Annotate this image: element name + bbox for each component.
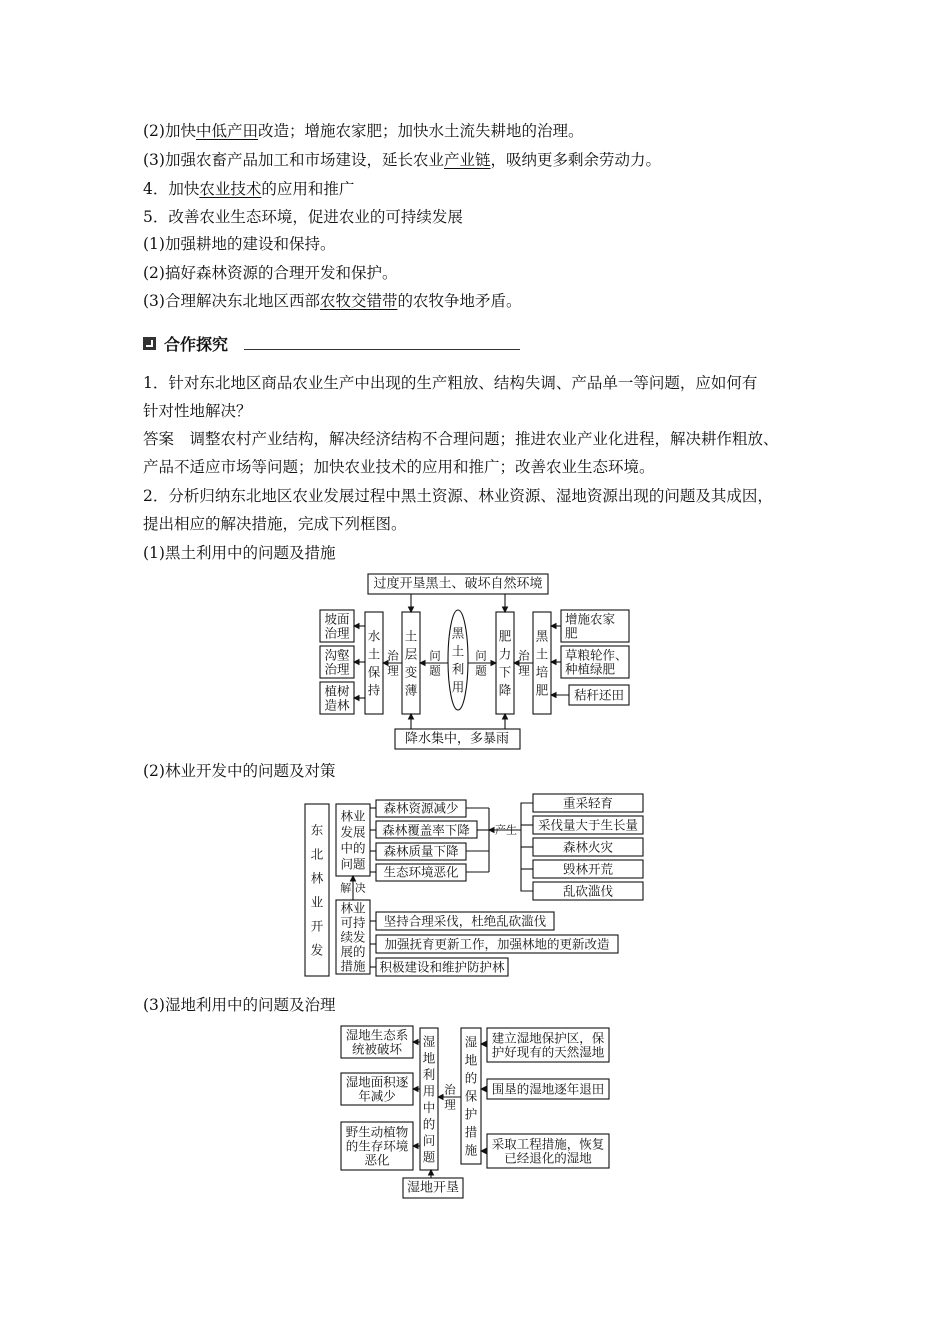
text-span: 的应用和推广 (261, 180, 355, 198)
left-measure-box: 沟壑治理 (324, 647, 350, 677)
measure-item-box: 积极建设和维护防护林 (379, 959, 505, 975)
section-marker-icon (143, 337, 156, 350)
cause-item-box: 毁林开荒 (562, 861, 614, 877)
underlined-term: 农业技术 (199, 180, 262, 198)
label-wenti-left: 问题 (429, 648, 441, 678)
top-line (143, 149, 661, 171)
wetland-problem-box: 湿地生态系统被破坏 (345, 1027, 409, 1057)
text-span: (2)加快 (143, 122, 196, 140)
right-measure-box: 增施农家肥 (565, 611, 616, 641)
text-span: 5．改善农业生态环境，促进农业的可持续发展 (143, 208, 463, 226)
left-measure-box: 植树造林 (324, 683, 350, 713)
measure-item-box: 坚持合理采伐，杜绝乱砍滥伐 (383, 913, 547, 929)
diagram-wetland (337, 1022, 617, 1200)
black-soil-use-ellipse: 黑土利用 (451, 625, 465, 695)
top-line (143, 206, 463, 228)
problem-item-box: 森林资源减少 (383, 800, 459, 816)
wetland-problem-box: 湿地面积逐年减少 (345, 1074, 409, 1104)
wetland-use-problems-box: 湿地利用中的问题 (422, 1033, 436, 1165)
label-zhili-right: 治理 (518, 648, 530, 678)
diagram-forestry (303, 790, 648, 980)
right-measure-box: 秸秆还田 (573, 687, 625, 703)
label-zhili: 治理 (444, 1082, 456, 1112)
top-line (143, 262, 397, 284)
body-line: 答案 调整农村产业结构，解决经济结构不合理问题；推进农业产业化进程，解决耕作粗放、 (143, 430, 779, 448)
text-span: (2)搞好森林资源的合理开发和保护。 (143, 264, 398, 282)
text-span: 改造；增施农家肥；加快水土流失耕地的治理。 (257, 122, 584, 140)
cause-item-box: 森林火灾 (562, 839, 614, 855)
top-line (143, 178, 354, 200)
section-heading (143, 332, 228, 354)
fertility-decline-box: 肥力下降 (498, 628, 512, 698)
cause-item-box: 采伐量大于生长量 (537, 817, 639, 833)
body-line: 针对性地解决？ (143, 402, 252, 420)
top-line (143, 233, 335, 255)
sustainable-measures-box: 林业可持续发展的措施 (340, 900, 366, 974)
subheading-sub2: (2)林业开发中的问题及对策 (143, 762, 336, 780)
text-span: 的农牧争地矛盾。 (397, 292, 522, 310)
problem-item-box: 生态环境恶化 (383, 864, 459, 880)
protection-measure-box: 采取工程措施，恢复已经退化的湿地 (491, 1136, 605, 1166)
protection-measure-box: 建立湿地保护区，保护好现有的天然湿地 (491, 1030, 605, 1060)
body-line: 提出相应的解决措施，完成下列框图。 (143, 515, 407, 533)
diagram-black-soil (315, 572, 645, 752)
label-wenti-right: 问题 (475, 648, 487, 678)
cause-item-box: 重采轻育 (562, 795, 614, 811)
text-span: (1)加强耕地的建设和保持。 (143, 235, 336, 253)
wetland-protection-box: 湿地的保护措施 (464, 1034, 478, 1158)
underlined-term: 农牧交错带 (319, 292, 398, 310)
cause-top-box: 过度开垦黑土、破坏自然环境 (373, 576, 543, 592)
text-span: (3)加强农畜产品加工和市场建设，延长农业 (143, 151, 444, 169)
wetland-problem-box: 野生动植物的生存环境恶化 (345, 1124, 409, 1168)
soil-thinning-box: 土层变薄 (404, 628, 418, 698)
protection-measure-box: 围垦的湿地逐年退田 (491, 1081, 605, 1097)
body-line: 2．分析归纳东北地区农业发展过程中黑土资源、林业资源、湿地资源出现的问题及其成因， (143, 487, 773, 505)
subheading-sub3: (3)湿地利用中的问题及治理 (143, 996, 336, 1014)
section-rule (244, 349, 520, 350)
right-measure-box: 草粮轮作、种植绿肥 (565, 647, 628, 677)
underlined-term: 中低产田 (195, 122, 258, 140)
measure-item-box: 加强抚育更新工作，加强林地的更新改造 (384, 936, 610, 952)
wetland-reclamation-box: 湿地开垦 (406, 1180, 460, 1196)
cause-item-box: 乱砍滥伐 (562, 883, 614, 899)
top-line (143, 290, 522, 312)
label-solve: 解 决 (340, 881, 366, 895)
forestry-problems-box: 林业发展中的问题 (340, 808, 366, 872)
section-title: 合作探究 (164, 334, 229, 354)
label-cause: 产生 (495, 823, 517, 837)
body-line: 产品不适应市场等问题；加快农业技术的应用和推广；改善农业生态环境。 (143, 458, 655, 476)
soil-conservation-box: 水土保持 (367, 628, 381, 698)
text-span: 4．加快 (143, 180, 200, 198)
body-line: 1．针对东北地区商品农业生产中出现的生产粗放、结构失调、产品单一等问题，应如何有 (143, 374, 758, 392)
left-measure-box: 坡面治理 (324, 611, 350, 641)
text-span: (3)合理解决东北地区西部 (143, 292, 320, 310)
northeast-forestry-box: 东北林业开发 (310, 822, 324, 958)
cause-bottom-box: 降水集中，多暴雨 (404, 731, 510, 747)
body-line: (1)黑土利用中的问题及措施 (143, 544, 336, 562)
underlined-term: 产业链 (443, 151, 491, 169)
soil-fertilization-box: 黑土培肥 (535, 628, 549, 698)
problem-item-box: 森林覆盖率下降 (382, 822, 470, 838)
problem-item-box: 森林质量下降 (383, 843, 459, 859)
label-zhili-left: 治理 (387, 648, 399, 678)
text-span: ，吸纳更多剩余劳动力。 (490, 151, 661, 169)
top-line (143, 120, 584, 142)
